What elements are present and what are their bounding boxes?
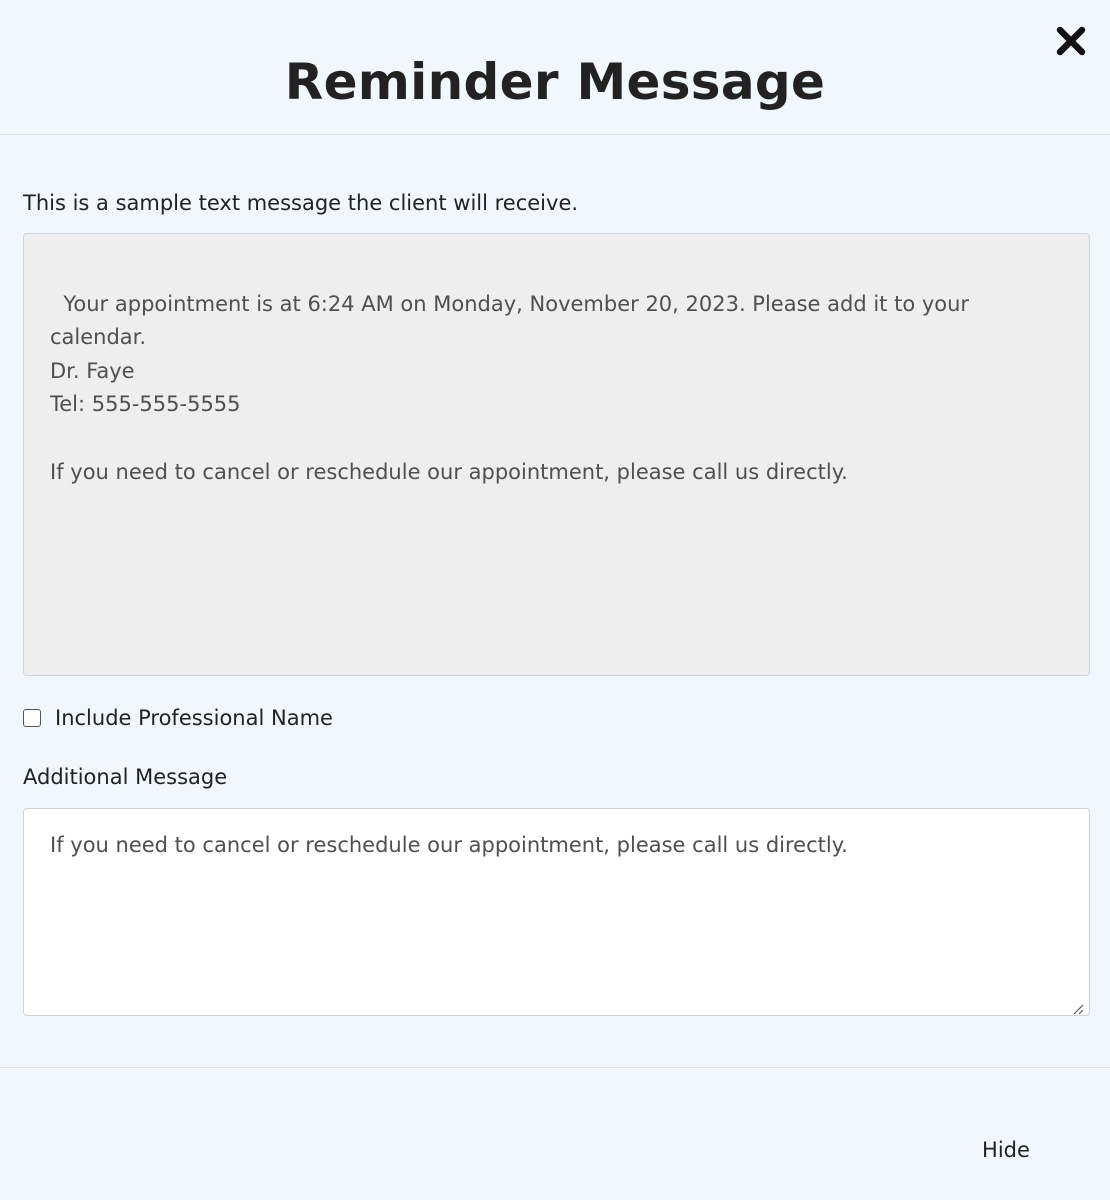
include-professional-name-label: Include Professional Name: [55, 706, 333, 730]
dialog-title: Reminder Message: [284, 53, 826, 111]
dialog-footer: [0, 1067, 1110, 1200]
sample-message-preview: [23, 233, 1090, 676]
additional-message-input[interactable]: [23, 808, 1090, 1016]
include-professional-name-checkbox[interactable]: [23, 709, 41, 727]
additional-message-label: Additional Message: [23, 765, 228, 789]
include-professional-name-option[interactable]: [23, 703, 333, 733]
additional-resize-grip-icon[interactable]: [1072, 1000, 1084, 1012]
resize-grip-icon[interactable]: [1074, 660, 1086, 672]
intro-text: This is a sample text message the client will receive.: [23, 191, 579, 215]
close-icon: [1052, 22, 1090, 60]
close-button[interactable]: [1052, 22, 1090, 60]
sample-message-text: Your appointment is at 6:24 AM on Monday, November 20, 2023. Please add it to your calendar. Dr. Faye Tel: 555-555-5555 If you need to cancel or reschedule our appointment, please call us directly.: [50, 291, 970, 484]
dialog-header: [0, 0, 1110, 135]
hide-button[interactable]: Hide: [958, 1130, 1054, 1170]
